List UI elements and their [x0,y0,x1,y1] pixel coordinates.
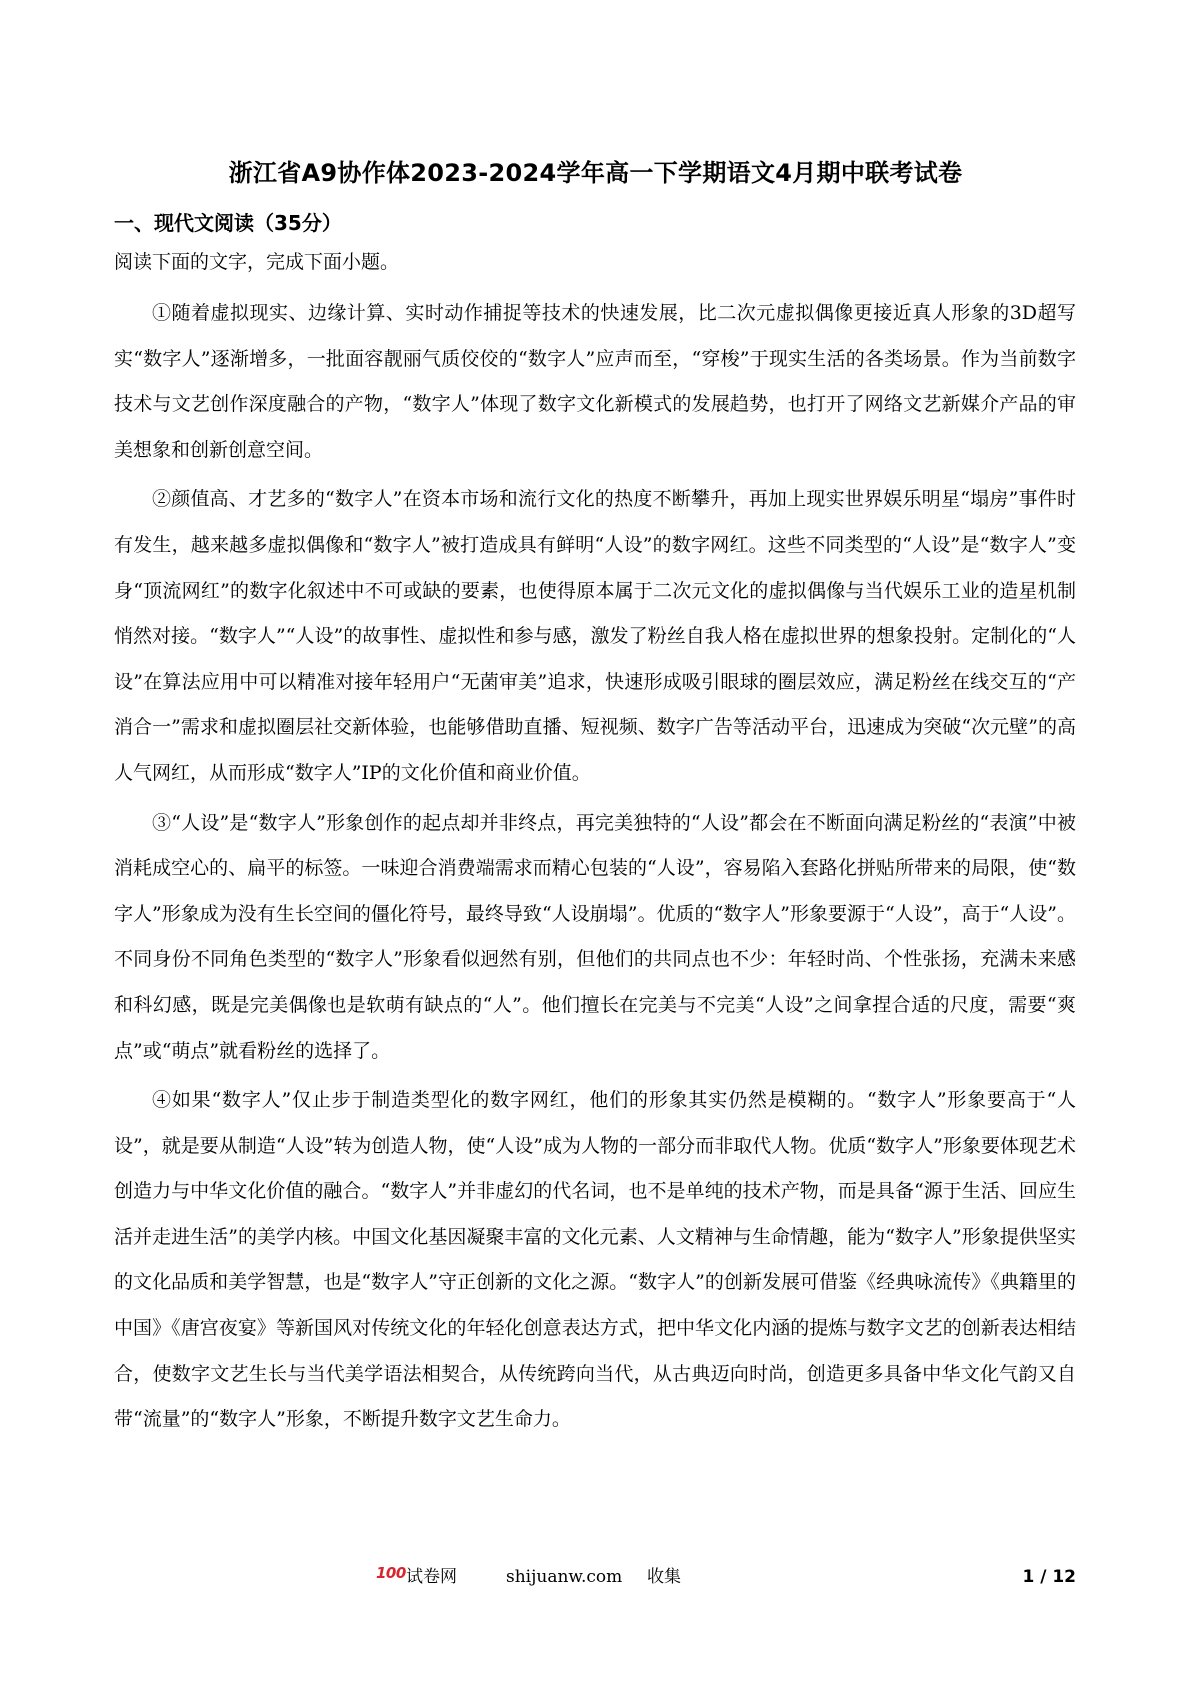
reading-instruction: 阅读下面的文字，完成下面小题。 [114,251,400,273]
page-number: 1 / 12 [1022,1567,1076,1587]
reading-passage [114,291,1076,1447]
passage-paragraph-3: ③“人设”是“数字人”形象创作的起点却并非终点，再完美独特的“人设”都会在不断面向满足粉丝的“表演”中被消耗成空心的、扁平的标签。一味迎合消费端需求而精心包装的“人设”，容易陷入套路化拼贴所带来的局限，使“数字人”形象成为没有生长空间的僵化符号，最终导致“人设崩塌”。优质的“数字人”形象要源于“人设”，高于“人设”。不同身份不同角色类型的“数字人”形象看似迥然有别，但他们的共同点也不少：年轻时尚、个性张扬，充满未来感和科幻感，既是完美偶像也是软萌有缺点的“人”。他们擅长在完美与不完美“人设”之间拿捏合适的尺度，需要“爽点”或“萌点”就看粉丝的选择了。 [114,811,1076,1062]
collect-label: 收集 [647,1567,681,1587]
document-title: 浙江省A9协作体2023-2024学年高一下学期语文4月期中联考试卷 [228,159,963,187]
passage-paragraph-1: ①随着虚拟现实、边缘计算、实时动作捕捉等技术的快速发展，比二次元虚拟偶像更接近真人形象的3D超写实“数字人”逐渐增多，一批面容靓丽气质佼佼的“数字人”应声而至，“穿梭”于现实生活的各类场景。作为当前数字技术与文艺创作深度融合的产物，“数字人”体现了数字文化新模式的发展趋势，也打开了网络文艺新媒介产品的审美想象和创新创意空间。 [114,302,1076,461]
passage-paragraph-2: ②颜值高、才艺多的“数字人”在资本市场和流行文化的热度不断攀升，再加上现实世界娱乐明星“塌房”事件时有发生，越来越多虚拟偶像和“数字人”被打造成具有鲜明“人设”的数字网红。这些不同类型的“人设”是“数字人”变身“顶流网红”的数字化叙述中不可或缺的要素，也使得原本属于二次元文化的虚拟偶像与当代娱乐工业的造星机制悄然对接。“数字人”“人设”的故事性、虚拟性和参与感，激发了粉丝自我人格在虚拟世界的想象投射。定制化的“人设”在算法应用中可以精准对接年轻用户“无菌审美”追求，快速形成吸引眼球的圈层效应，满足粉丝在线交互的“产消合一”需求和虚拟圈层社交新体验，也能够借助直播、短视频、数字广告等活动平台，迅速成为突破“次元壁”的高人气网红，从而形成“数字人”IP的文化价值和商业价值。 [114,488,1076,784]
site-logo: 100 [376,1564,406,1582]
section-heading: 一、现代文阅读（35分） [114,211,342,235]
site-name: 试卷网 [406,1567,457,1587]
page-footer [0,1562,1191,1592]
passage-paragraph-4: ④如果“数字人”仅止步于制造类型化的数字网红，他们的形象其实仍然是模糊的。“数字人”形象要高于“人设”，就是要从制造“人设”转为创造人物，使“人设”成为人物的一部分而非取代人物。优质“数字人”形象要体现艺术创造力与中华文化价值的融合。“数字人”并非虚幻的代名词，也不是单纯的技术产物，而是具备“源于生活、回应生活并走进生活”的美学内核。中国文化基因凝聚丰富的文化元素、人文精神与生命情趣，能为“数字人”形象提供坚实的文化品质和美学智慧，也是“数字人”守正创新的文化之源。“数字人”的创新发展可借鉴《经典咏流传》《典籍里的中国》《唐宫夜宴》等新国风对传统文化的年轻化创意表达方式，把中华文化内涵的提炼与数字文艺的创新表达相结合，使数字文艺生长与当代美学语法相契合，从传统跨向当代，从古典迈向时尚，创造更多具备中华文化气韵又自带“流量”的“数字人”形象，不断提升数字文艺生命力。 [114,1089,1076,1431]
site-url[interactable]: shijuanw.com [506,1567,623,1587]
